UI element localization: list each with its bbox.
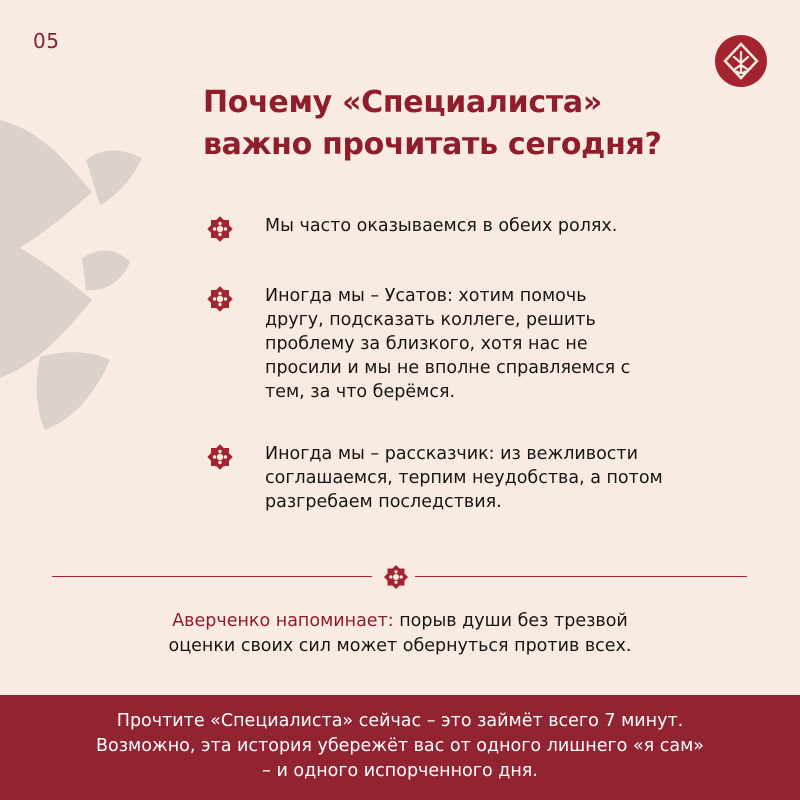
quote [0,609,800,659]
footer-text: Прочтите «Специалиста» сейчас – это займёт всего 7 минут. Возможно, эта история убережёт вас от одного лишнего «я сам» – и одного испорченного дня. [96,711,704,781]
list-item-text: Иногда мы – рассказчик: из вежливости соглашаемся, терпим неудобства, а потом разгребаем последствия. [265,444,663,512]
flower-bullet-icon [205,214,235,244]
ornament-shape [0,110,150,460]
page-title [203,82,662,166]
list-item-text: Иногда мы – Усатов: хотим помочь другу, подсказать коллеге, решить проблему за близкого, хотя нас не просили и мы не вполне справляемся с тем, за что берёмся. [265,286,631,402]
flower-bullet-icon [205,442,235,472]
quote-line2: оценки своих сил может обернуться против всех. [168,636,632,656]
divider-right [415,576,747,577]
quote-accent: Аверченко напоминает: [172,611,394,631]
page-number: 05 [33,29,60,53]
flower-bullet-icon [205,284,235,314]
title-line-2: важно прочитать сегодня? [203,127,662,162]
title-line-1: Почему «Специалиста» [203,85,602,120]
flower-divider-icon [382,563,410,591]
list-item-text: Мы часто оказываемся в обеих ролях. [265,216,618,236]
quote-line1: порыв души без трезвой [393,611,628,631]
footer-banner [0,695,800,800]
brand-logo-icon [715,35,767,87]
divider-left [52,576,372,577]
